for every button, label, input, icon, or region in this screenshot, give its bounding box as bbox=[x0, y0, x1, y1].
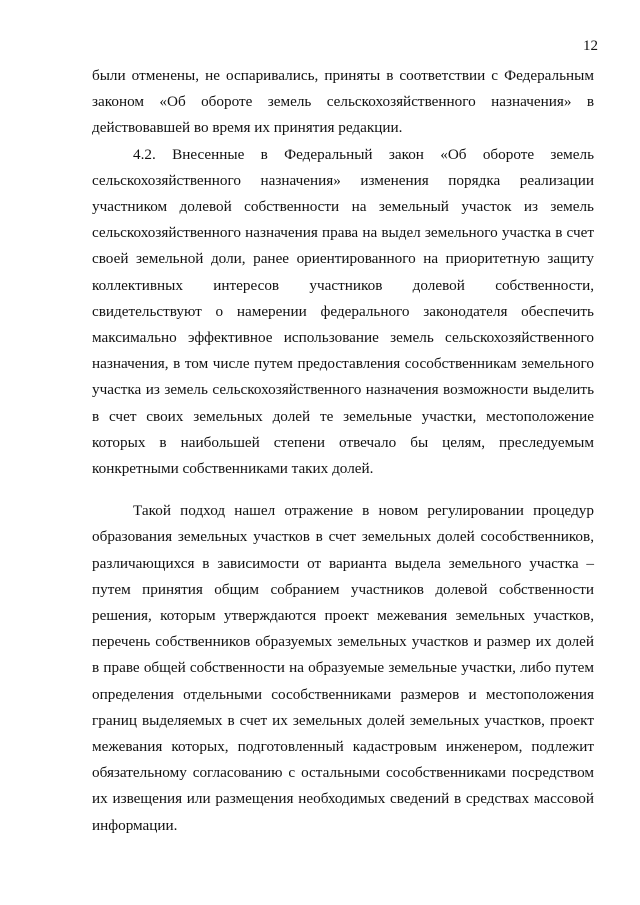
paragraph-spacer bbox=[92, 482, 594, 498]
paragraph-approach: Такой подход нашел отражение в новом регулировании процедур образования земельных участков в счет земельных долей сособственников, различающихся в зависимости от варианта выдела земельного участка – путем принятия общим собранием участников долевой собственности решения, которым утверждаются проект межевания земельных участков, перечень собственников образуемых земельных участков и размер их долей в праве общей собственности на образуемые земельные участки, либо путем определения отдельными сособственниками размеров и местоположения границ выделяемых в счет их земельных долей земельных участков, проект межевания которых, подготовленный кадастровым инженером, подлежит обязательному согласованию с остальными сособственниками посредством их извещения или размещения необходимых сведений в средствах массовой информации. bbox=[92, 502, 594, 834]
paragraph-section-4-2: 4.2. Внесенные в Федеральный закон «Об обороте земель сельскохозяйственного назначения» изменения порядка реализации участником долевой собственности на земельный участок из земель сельскохозяйственного назначения права на выдел земельного участка в счет своей земельной доли, ранее ориентированного на приоритетную защиту коллективных интересов участников долевой собственности, свидетельствуют о намерении федерального законодателя обеспечить максимально эффективное использование земель сельскохозяйственного назначения, в том числе путем предоставления сособственникам земельного участка из земель сельскохозяйственного назначения возможности выделить в счет своих земельных долей те земельные участки, местоположение которых в наибольшей степени отвечало бы целям, преследуемым конкретными собственниками таких долей. bbox=[92, 145, 594, 478]
page-number: 12 bbox=[583, 38, 598, 54]
document-body bbox=[92, 63, 594, 839]
paragraph-continuation: были отменены, не оспаривались, приняты в соответствии с Федеральным законом «Об обороте земель сельскохозяйственного назначения» в действовавшей во время их принятия редакции. bbox=[92, 67, 594, 137]
